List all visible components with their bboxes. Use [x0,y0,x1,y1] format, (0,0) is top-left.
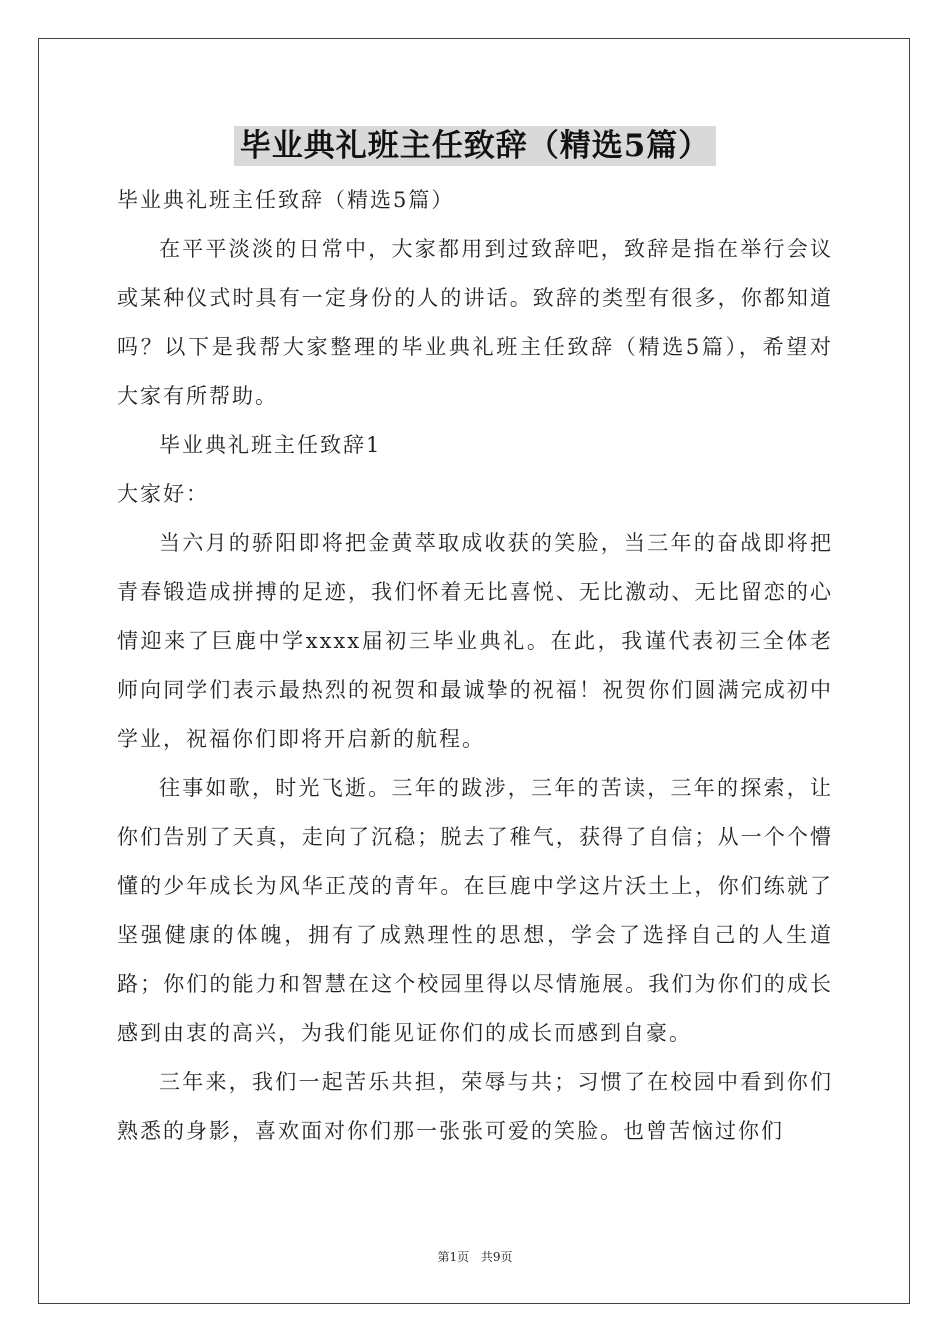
page-total: 共9页 [480,1250,513,1264]
paragraph: 当六月的骄阳即将把金黄萃取成收获的笑脸，当三年的奋战即将把青春锻造成拼搏的足迹，我们怀着无比喜悦、无比激动、无比留恋的心情迎来了巨鹿中学xxxx届初三毕业典礼。在此，我谨代表初三全体老师向同学们表示最热烈的祝贺和最诚挚的祝福！祝贺你们圆满完成初中学业，祝福你们即将开启新的航程。 [117,531,833,751]
page-number: 第1页 [437,1250,470,1264]
document-body [117,176,833,1156]
title-container [0,126,950,166]
page-footer [0,1248,950,1265]
paragraph: 往事如歌，时光飞逝。三年的跋涉，三年的苦读，三年的探索，让你们告别了天真，走向了沉稳；脱去了稚气，获得了自信；从一个个懵懂的少年成长为风华正茂的青年。在巨鹿中学这片沃土上，你们练就了坚强健康的体魄，拥有了成熟理性的思想，学会了选择自己的人生道路；你们的能力和智慧在这个校园里得以尽情施展。我们为你们的成长感到由衷的高兴，为我们能见证你们的成长而感到自豪。 [117,776,833,1045]
paragraph: 毕业典礼班主任致辞（精选5篇） [117,188,455,212]
document-title: 毕业典礼班主任致辞（精选5篇） [234,126,717,166]
paragraph: 在平平淡淡的日常中，大家都用到过致辞吧，致辞是指在举行会议或某种仪式时具有一定身份的人的讲话。致辞的类型有很多，你都知道吗？以下是我帮大家整理的毕业典礼班主任致辞（精选5篇），希望对大家有所帮助。 [117,237,833,408]
paragraph: 三年来，我们一起苦乐共担，荣辱与共；习惯了在校园中看到你们熟悉的身影，喜欢面对你们那一张张可爱的笑脸。也曾苦恼过你们 [117,1070,833,1143]
paragraph: 大家好： [117,482,209,506]
section-heading: 毕业典礼班主任致辞1 [159,433,382,457]
